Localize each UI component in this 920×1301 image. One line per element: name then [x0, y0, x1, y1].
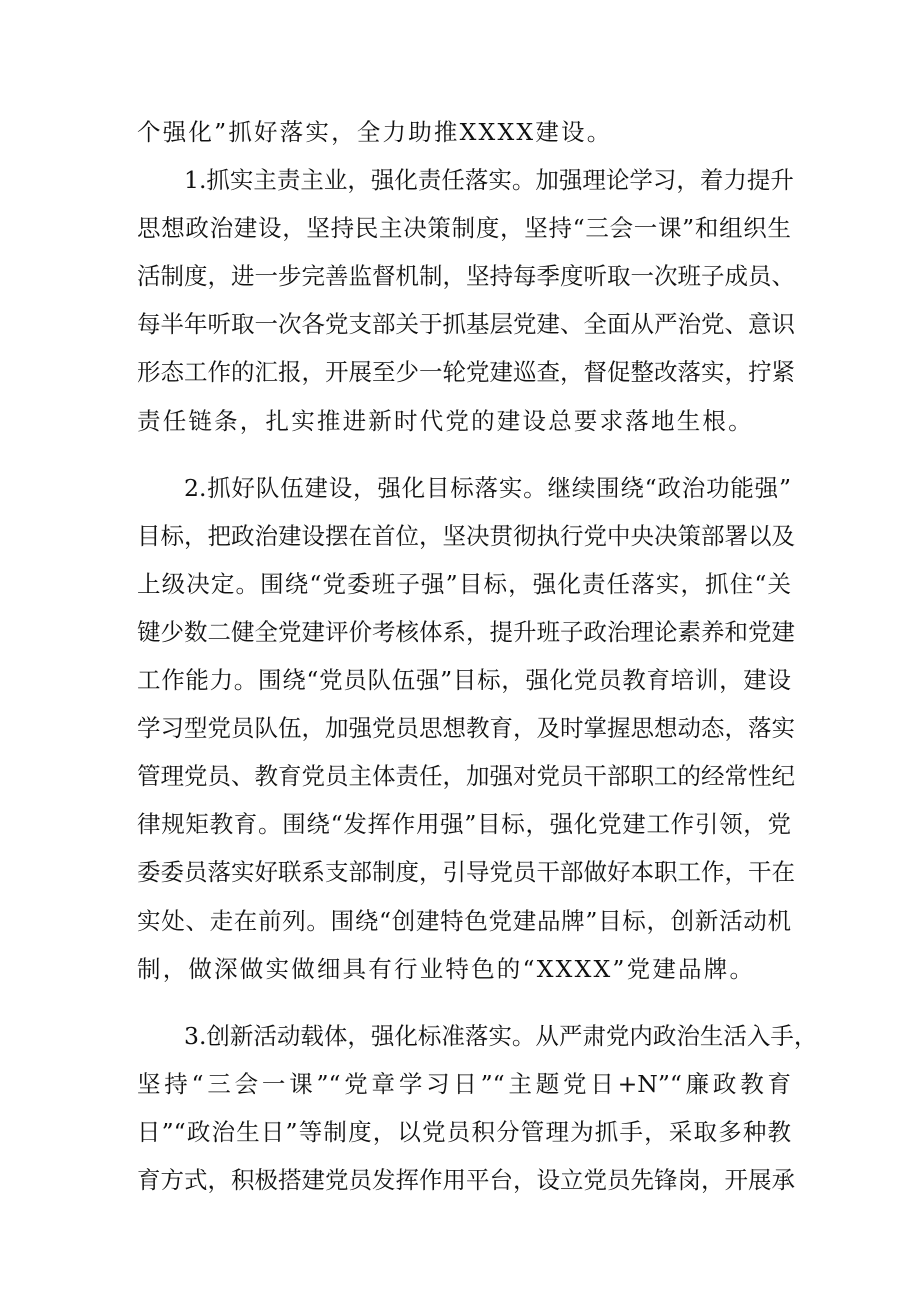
- paragraph-line: 工作能力。围绕“党员队伍强”目标，强化党员教育培训，建设: [137, 666, 791, 695]
- paragraph-line: 律规矩教育。围绕“发挥作用强”目标，强化党建工作引领，党: [137, 810, 791, 839]
- paragraph-line: 目标，把政治建设摆在首位，坚决贯彻执行党中央决策部署以及: [137, 521, 795, 550]
- paragraph-line: 形态工作的汇报，开展至少一轮党建巡查，督促整改落实，拧紧: [137, 358, 795, 387]
- paragraph-line: 制，做深做实做细具有行业特色的“XXXX”党建品牌。: [137, 954, 756, 983]
- paragraph-line: 活制度，进一步完善监督机制，坚持每季度听取一次班子成员、: [137, 262, 795, 291]
- paragraph-line: 2.抓好队伍建设，强化目标落实。继续围绕“政治功能强”: [184, 473, 791, 502]
- paragraph-line: 键少数二健全党建评价考核体系，提升班子政治理论素养和党建: [137, 617, 795, 646]
- paragraph-line: 管理党员、教育党员主体责任，加强对党员干部职工的经常性纪: [137, 762, 795, 791]
- paragraph-line: 1.抓实主责主业，强化责任落实。加强理论学习，着力提升: [184, 166, 794, 195]
- paragraph-line: 思想政治建设，坚持民主决策制度，坚持“三会一课”和组织生: [137, 214, 791, 243]
- document-body: [137, 108, 818, 1204]
- paragraph-line: 育方式，积极搭建党员发挥作用平台，设立党员先锋岗，开展承: [137, 1165, 795, 1194]
- paragraph-line: 个强化”抓好落实，全力助推XXXX建设。: [137, 118, 613, 146]
- paragraph-line: 上级决定。围绕“党委班子强”目标，强化责任落实，抓住“关: [137, 569, 791, 598]
- paragraph-line: 委委员落实好联系支部制度，引导党员干部做好本职工作，干在: [137, 858, 795, 887]
- paragraph-line: 实处、走在前列。围绕“创建特色党建品牌”目标，创新活动机: [137, 906, 791, 935]
- paragraph-line: 3.创新活动载体，强化标准落实。从严肃党内政治生活入手，: [184, 1021, 818, 1050]
- paragraph-line: 责任链条，扎实推进新时代党的建设总要求落地生根。: [137, 406, 754, 435]
- paragraph-line: 坚持“三会一课”“党章学习日”“主题党日+N”“廉政教育: [137, 1069, 791, 1098]
- paragraph-line: 日”“政治生日”等制度，以党员积分管理为抓手，采取多种教: [137, 1117, 791, 1146]
- paragraph-line: 每半年听取一次各党支部关于抓基层党建、全面从严治党、意识: [137, 310, 795, 339]
- paragraph-line: 学习型党员队伍，加强党员思想教育，及时掌握思想动态，落实: [137, 714, 795, 743]
